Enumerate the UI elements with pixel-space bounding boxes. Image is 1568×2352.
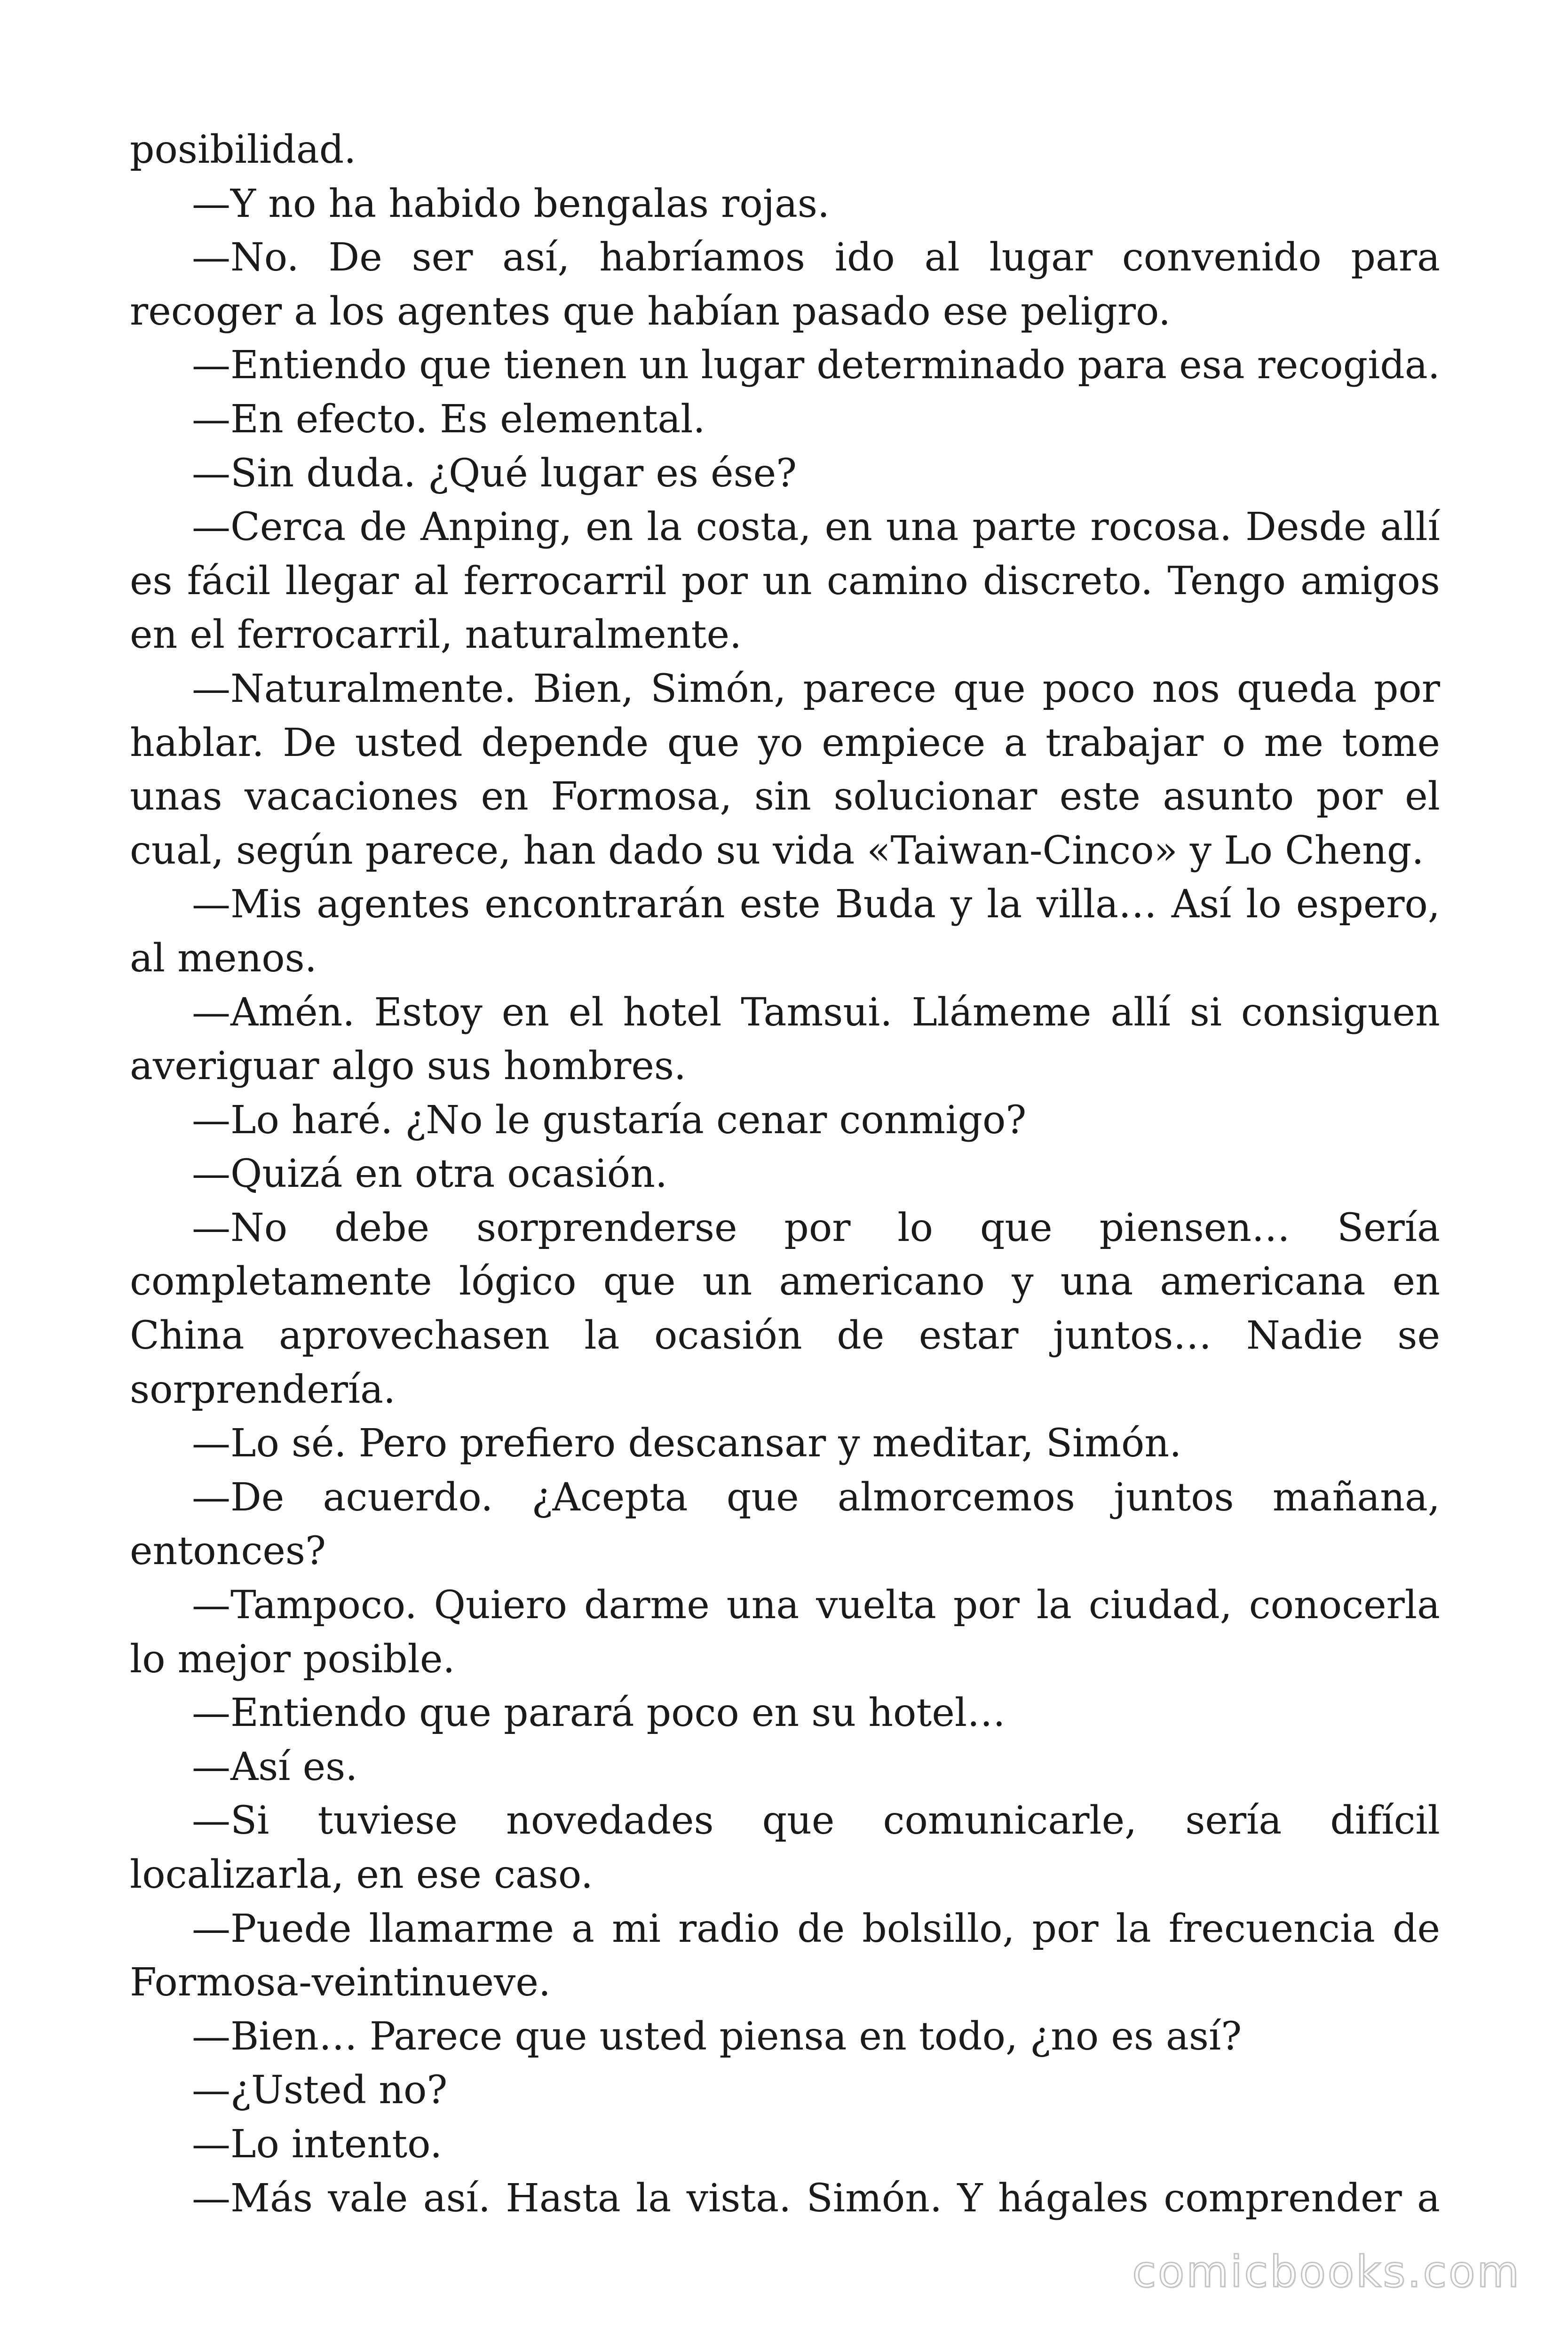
paragraph: —Entiendo que tienen un lugar determinado para esa recogida.: [192, 343, 1440, 388]
paragraph: —Y no ha habido bengalas rojas.: [192, 181, 830, 226]
paragraph: posibilidad.: [130, 127, 356, 172]
paragraph: —De acuerdo. ¿Acepta que almorcemos juntos mañana, entonces?: [130, 1475, 1440, 1574]
watermark: comicbooks.com: [1132, 2247, 1521, 2297]
paragraph: —Sin duda. ¿Qué lugar es ése?: [192, 451, 797, 496]
paragraph: —Bien… Parece que usted piensa en todo, ¿no es así?: [192, 2014, 1242, 2059]
paragraph: —¿Usted no?: [192, 2068, 448, 2113]
paragraph: —Cerca de Anping, en la costa, en una parte rocosa. Desde allí es fácil llegar al ferrocarril por un camino discreto. Tengo amigos en el ferrocarril, naturalmente.: [130, 505, 1440, 658]
paragraph: —Quizá en otra ocasión.: [192, 1152, 668, 1197]
paragraph: —No. De ser así, habríamos ido al lugar convenido para recoger a los agentes que habían pasado ese peligro.: [130, 235, 1440, 334]
paragraph: —Puede llamarme a mi radio de bolsillo, por la frecuencia de Formosa-veintinueve.: [130, 1906, 1440, 2005]
paragraph: —Lo sé. Pero prefiero descansar y meditar, Simón.: [192, 1421, 1182, 1466]
paragraph: —En efecto. Es elemental.: [192, 397, 705, 442]
paragraph: —Entiendo que parará poco en su hotel…: [192, 1691, 1006, 1736]
paragraph: —Así es.: [192, 1744, 358, 1789]
body-text: [130, 123, 1440, 2225]
paragraph: —Naturalmente. Bien, Simón, parece que poco nos queda por hablar. De usted depende que yo empiece a trabajar o me tome unas vacaciones en Formosa, sin solucionar este asunto por el cual, según parece, han dado su vida «Taiwan-Cinco» y Lo Cheng.: [130, 666, 1440, 873]
paragraph: —No debe sorprenderse por lo que piensen… Sería completamente lógico que un americano y una americana en China aprovechasen la ocasión de estar juntos… Nadie se sorprendería.: [130, 1205, 1440, 1412]
paragraph: —Lo haré. ¿No le gustaría cenar conmigo?: [192, 1097, 1027, 1143]
paragraph: —Más vale así. Hasta la vista. Simón. Y hágales comprender a: [192, 2176, 1440, 2221]
paragraph: —Tampoco. Quiero darme una vuelta por la ciudad, conocerla lo mejor posible.: [130, 1583, 1440, 1682]
paragraph: —Si tuviese novedades que comunicarle, sería difícil localizarla, en ese caso.: [130, 1798, 1440, 1897]
paragraph: —Mis agentes encontrarán este Buda y la villa… Así lo espero, al menos.: [130, 882, 1440, 981]
paragraph: —Amén. Estoy en el hotel Tamsui. Llámeme allí si consiguen averiguar algo sus hombres.: [130, 990, 1440, 1089]
paragraph: —Lo intento.: [192, 2122, 443, 2167]
